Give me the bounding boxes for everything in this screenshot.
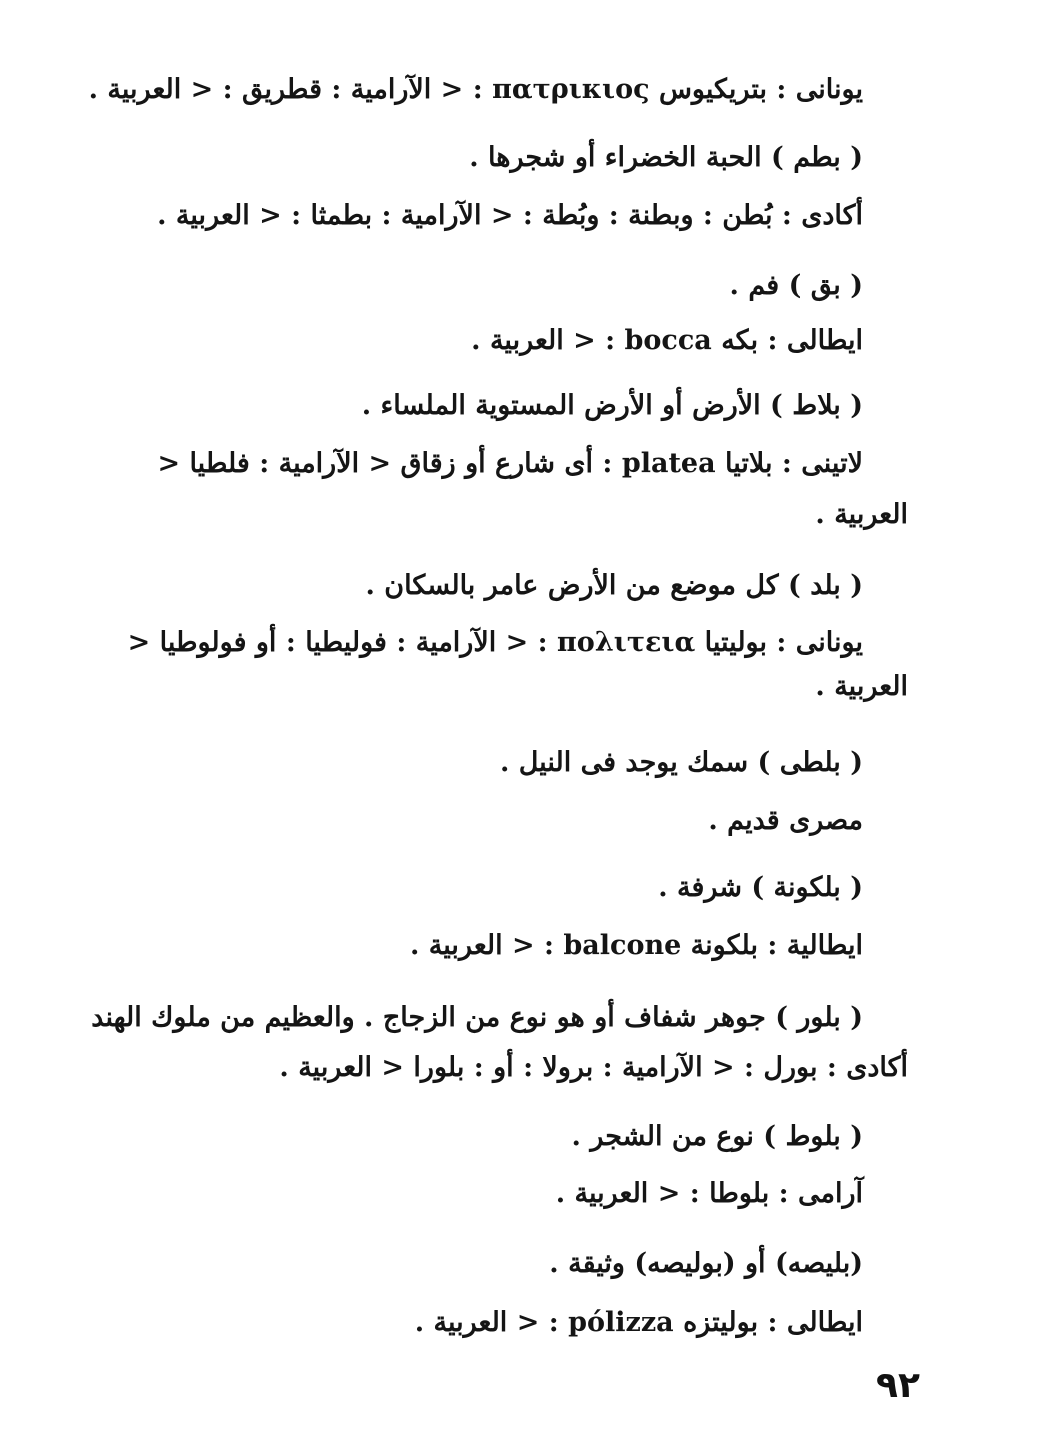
text-line: أكادى : بورل : < الآرامية : برولا : أو : بلورا < العربية . [279,1052,908,1083]
text-line: يونانى : بوليتيا πολιτεια : < الآرامية : فوليطيا : أو فولوطيا < [127,627,863,658]
text-line: ايطالى : بوليتزه pólizza : < العربية . [414,1307,863,1338]
text-line: ( بلور ) جوهر شفاف أو هو نوع من الزجاج . والعظيم من ملوك الهند [91,1002,863,1033]
text-line: ( بلكونة ) شرفة . [658,872,863,903]
text-line: ( بطم ) الحبة الخضراء أو شجرها . [469,142,863,173]
text-line: ( بلطى ) سمك يوجد فى النيل . [499,747,863,778]
text-line: آرامى : بلوطا : < العربية . [555,1178,863,1209]
text-line: ( بلد ) كل موضع من الأرض عامر بالسكان . [365,570,863,601]
text-line: ( بلاط ) الأرض أو الأرض المستوية الملساء . [361,390,863,421]
text-line: مصرى قديم . [708,805,863,836]
text-line: العربية . [815,499,908,530]
text-line: لاتينى : بلاتيا platea : أى شارع أو زقاق < الآرامية : فلطيا < [157,448,863,479]
text-line: ( بلوط ) نوع من الشجر . [571,1121,863,1152]
page-number: ٩٢ [876,1365,920,1406]
text-line: يونانى : بتريكيوس πατρικιος : < الآرامية : قطريق : < العربية . [88,74,863,105]
text-line: العربية . [815,671,908,702]
text-line: ايطالية : بلكونة balcone : < العربية . [410,930,863,961]
text-line: (بليصه) أو (بوليصه) وثيقة . [549,1248,863,1279]
text-line: ايطالى : بكه bocca : < العربية . [471,325,863,356]
text-line: ( بق ) فم . [729,270,863,301]
text-line: أكادى : بُطن : وبطنة : وبُطة : < الآرامية : بطمثا : < العربية . [157,200,863,231]
